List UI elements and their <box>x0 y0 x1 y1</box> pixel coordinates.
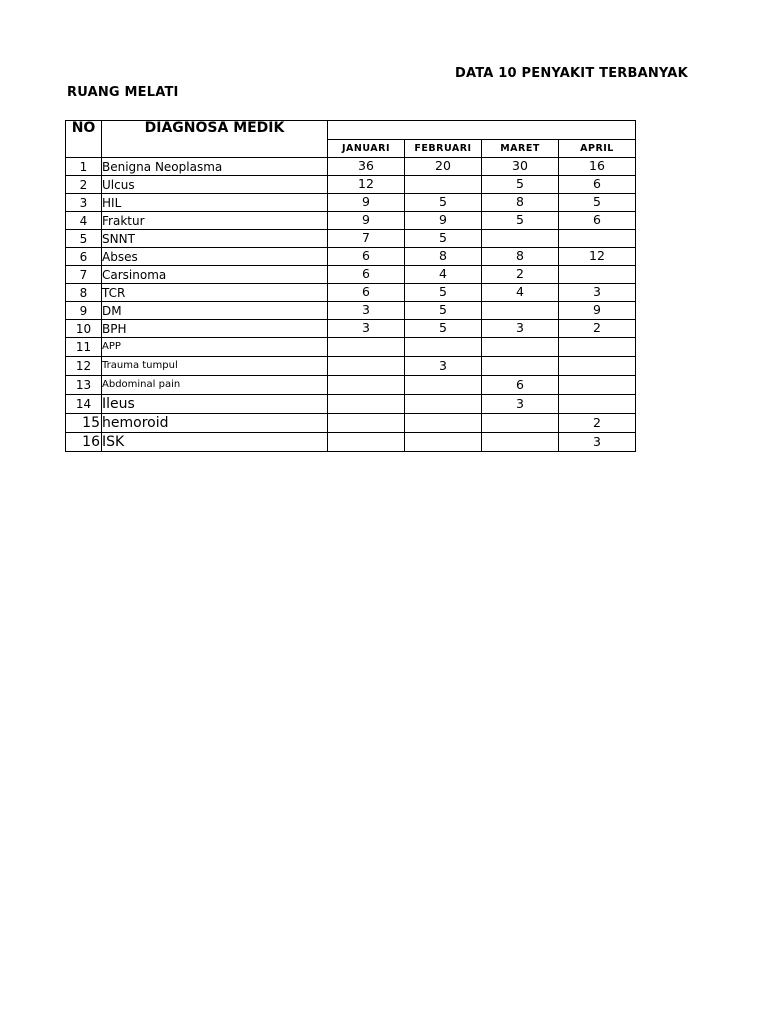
cell-maret <box>482 338 559 357</box>
row-diagnosa: BPH <box>102 320 328 338</box>
header-diagnosa: DIAGNOSA MEDIK <box>102 121 328 158</box>
cell-april: 3 <box>559 284 636 302</box>
cell-februari <box>405 395 482 414</box>
cell-februari <box>405 376 482 395</box>
cell-januari: 3 <box>328 302 405 320</box>
row-diagnosa: hemoroid <box>102 414 328 433</box>
table-row <box>66 284 636 302</box>
cell-januari: 9 <box>328 194 405 212</box>
row-no: 13 <box>66 376 102 395</box>
row-no: 3 <box>66 194 102 212</box>
table-row <box>66 357 636 376</box>
row-no: 5 <box>66 230 102 248</box>
document-title: DATA 10 PENYAKIT TERBANYAK <box>455 66 688 81</box>
row-diagnosa: DM <box>102 302 328 320</box>
cell-januari: 9 <box>328 212 405 230</box>
row-diagnosa: TCR <box>102 284 328 302</box>
header-month-april: APRIL <box>559 140 636 158</box>
cell-januari: 36 <box>328 158 405 176</box>
row-no: 10 <box>66 320 102 338</box>
cell-april: 16 <box>559 158 636 176</box>
row-no: 1 <box>66 158 102 176</box>
cell-januari: 6 <box>328 248 405 266</box>
row-no: 6 <box>66 248 102 266</box>
cell-maret: 6 <box>482 376 559 395</box>
cell-februari <box>405 414 482 433</box>
row-no: 8 <box>66 284 102 302</box>
cell-februari: 5 <box>405 320 482 338</box>
table-row <box>66 212 636 230</box>
cell-maret: 30 <box>482 158 559 176</box>
row-no: 9 <box>66 302 102 320</box>
cell-februari: 5 <box>405 194 482 212</box>
table-row <box>66 395 636 414</box>
cell-februari: 9 <box>405 212 482 230</box>
cell-maret: 8 <box>482 248 559 266</box>
cell-maret <box>482 414 559 433</box>
cell-maret <box>482 230 559 248</box>
cell-maret: 3 <box>482 320 559 338</box>
header-month-maret: MARET <box>482 140 559 158</box>
header-no: NO <box>66 121 102 158</box>
cell-februari: 5 <box>405 302 482 320</box>
cell-april <box>559 395 636 414</box>
row-no: 7 <box>66 266 102 284</box>
table-row <box>66 320 636 338</box>
cell-maret <box>482 302 559 320</box>
row-diagnosa: Benigna Neoplasma <box>102 158 328 176</box>
table-row <box>66 248 636 266</box>
row-no: 11 <box>66 338 102 357</box>
cell-april <box>559 376 636 395</box>
row-diagnosa: Ileus <box>102 395 328 414</box>
room-label: RUANG MELATI <box>67 85 179 100</box>
table-row <box>66 176 636 194</box>
cell-maret: 5 <box>482 212 559 230</box>
disease-table <box>65 120 636 452</box>
cell-april: 6 <box>559 212 636 230</box>
row-no: 12 <box>66 357 102 376</box>
cell-april: 12 <box>559 248 636 266</box>
cell-maret: 5 <box>482 176 559 194</box>
cell-april: 6 <box>559 176 636 194</box>
cell-januari <box>328 376 405 395</box>
row-diagnosa: SNNT <box>102 230 328 248</box>
cell-april <box>559 266 636 284</box>
cell-januari: 7 <box>328 230 405 248</box>
row-no: 2 <box>66 176 102 194</box>
cell-januari <box>328 338 405 357</box>
cell-april: 5 <box>559 194 636 212</box>
cell-februari: 4 <box>405 266 482 284</box>
cell-februari: 5 <box>405 230 482 248</box>
cell-maret: 3 <box>482 395 559 414</box>
cell-januari: 6 <box>328 284 405 302</box>
cell-april <box>559 338 636 357</box>
cell-april <box>559 230 636 248</box>
cell-april: 2 <box>559 414 636 433</box>
cell-maret <box>482 357 559 376</box>
cell-februari: 8 <box>405 248 482 266</box>
row-diagnosa: Carsinoma <box>102 266 328 284</box>
cell-april: 2 <box>559 320 636 338</box>
table-row <box>66 194 636 212</box>
row-diagnosa: Abdominal pain <box>102 376 328 395</box>
cell-maret: 2 <box>482 266 559 284</box>
row-no: 15 <box>66 414 102 433</box>
row-no: 16 <box>66 433 102 452</box>
cell-januari <box>328 433 405 452</box>
row-diagnosa: Ulcus <box>102 176 328 194</box>
table-row <box>66 266 636 284</box>
table-row <box>66 302 636 320</box>
cell-februari: 20 <box>405 158 482 176</box>
cell-maret <box>482 433 559 452</box>
cell-januari: 12 <box>328 176 405 194</box>
header-month-januari: JANUARI <box>328 140 405 158</box>
cell-januari <box>328 414 405 433</box>
cell-januari <box>328 357 405 376</box>
row-diagnosa: HIL <box>102 194 328 212</box>
cell-februari: 3 <box>405 357 482 376</box>
table-row <box>66 433 636 452</box>
cell-april: 3 <box>559 433 636 452</box>
row-no: 14 <box>66 395 102 414</box>
cell-februari <box>405 176 482 194</box>
row-diagnosa: Abses <box>102 248 328 266</box>
header-month-group <box>328 121 636 140</box>
table-row <box>66 414 636 433</box>
cell-februari <box>405 433 482 452</box>
row-diagnosa: Fraktur <box>102 212 328 230</box>
table-row <box>66 230 636 248</box>
cell-februari <box>405 338 482 357</box>
cell-februari: 5 <box>405 284 482 302</box>
row-diagnosa: Trauma tumpul <box>102 357 328 376</box>
cell-april: 9 <box>559 302 636 320</box>
row-no: 4 <box>66 212 102 230</box>
row-diagnosa: APP <box>102 338 328 357</box>
cell-januari: 3 <box>328 320 405 338</box>
cell-april <box>559 357 636 376</box>
table-row <box>66 338 636 357</box>
cell-maret: 4 <box>482 284 559 302</box>
cell-maret: 8 <box>482 194 559 212</box>
cell-januari <box>328 395 405 414</box>
row-diagnosa: ISK <box>102 433 328 452</box>
table-row <box>66 158 636 176</box>
header-month-februari: FEBRUARI <box>405 140 482 158</box>
cell-januari: 6 <box>328 266 405 284</box>
table-row <box>66 376 636 395</box>
